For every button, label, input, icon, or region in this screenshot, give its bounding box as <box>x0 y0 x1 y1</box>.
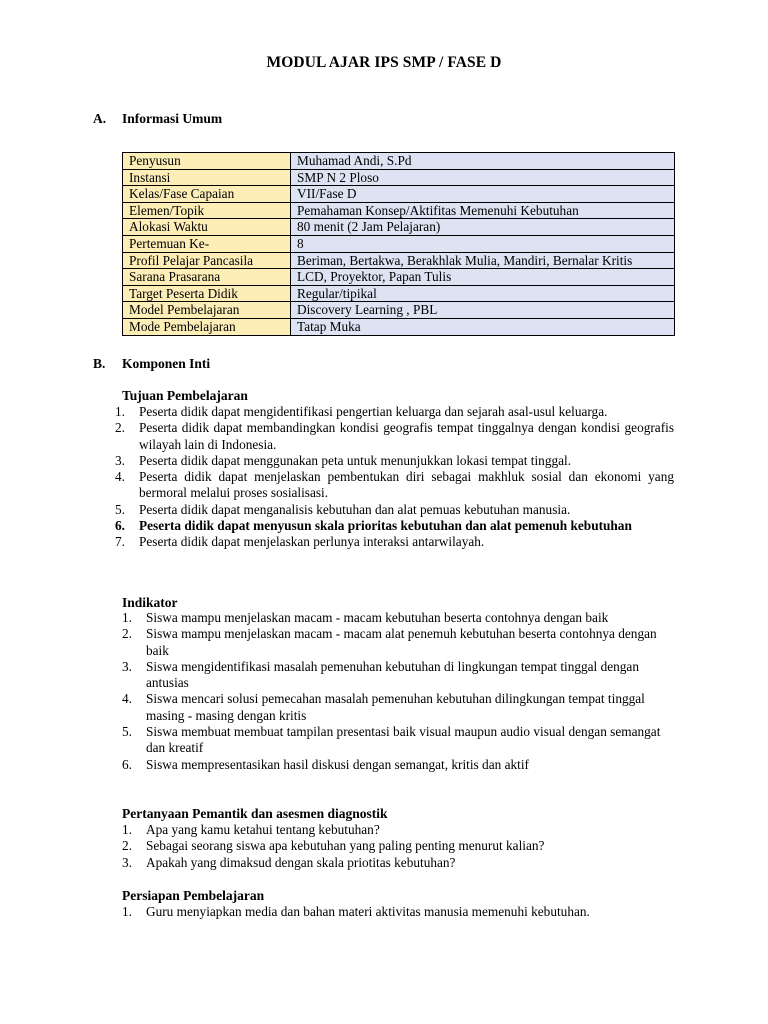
info-value-cell: VII/Fase D <box>291 186 675 203</box>
info-row <box>123 302 675 319</box>
question-item <box>122 838 674 854</box>
list-number: 6. <box>122 756 132 772</box>
indicator-item <box>122 756 674 773</box>
preparation-heading: Persiapan Pembelajaran <box>122 888 265 903</box>
list-text: Siswa mampu menjelaskan macam - macam alat penemuh kebutuhan beserta contohnya dengan baik <box>146 626 657 658</box>
list-number: 3. <box>115 452 125 468</box>
list-number: 6. <box>115 518 125 534</box>
list-number: 5. <box>122 724 132 740</box>
indicator-item <box>122 610 674 626</box>
list-text: Apakah yang dimaksud dengan skala priotitas kebutuhan? <box>146 854 456 870</box>
section-b-heading <box>93 356 393 374</box>
list-text: Peserta didik dapat menjelaskan pembentukan diri sebagai makhluk sosial dan ekonomi yang bermoral melalui proses sosialisasi. <box>139 469 674 501</box>
info-row <box>123 318 675 335</box>
general-info-table <box>122 152 675 336</box>
objectives-list <box>115 404 674 551</box>
list-text: Siswa mencari solusi pemecahan masalah pemenuhan kebutuhan dilingkungan tempat tinggal masing - masing dengan kritis <box>146 691 645 723</box>
question-item <box>122 854 674 871</box>
objective-item <box>115 469 674 502</box>
info-row <box>123 235 675 252</box>
list-text: Peserta didik dapat membandingkan kondisi geografis tempat tinggalnya dengan kondisi geografis wilayah lain di Indonesia. <box>139 420 674 452</box>
objective-item <box>115 404 674 420</box>
list-text: Siswa mengidentifikasi masalah pemenuhan kebutuhan di lingkungan tempat tinggal dengan antusias <box>146 658 639 691</box>
list-number: 3. <box>122 658 132 674</box>
section-b-letter: B. <box>93 356 106 371</box>
list-number: 7. <box>115 534 125 550</box>
info-value-cell: Regular/tipikal <box>291 285 675 302</box>
info-key-cell: Alokasi Waktu <box>123 219 291 236</box>
info-key-cell: Model Pembelajaran <box>123 302 291 319</box>
list-text: Siswa mempresentasikan hasil diskusi dengan semangat, kritis dan aktif <box>146 756 529 772</box>
info-key-cell: Instansi <box>123 169 291 186</box>
info-key-cell: Elemen/Topik <box>123 202 291 219</box>
info-value-cell: Pemahaman Konsep/Aktifitas Memenuhi Kebutuhan <box>291 202 675 219</box>
info-key-cell: Sarana Prasarana <box>123 269 291 286</box>
info-row <box>123 269 675 286</box>
info-value-cell: Beriman, Bertakwa, Berakhlak Mulia, Mandiri, Bernalar Kritis <box>291 252 675 269</box>
list-text: Peserta didik dapat menyusun skala prioritas kebutuhan dan alat pemenuh kebutuhan <box>139 518 632 534</box>
questions-list <box>122 822 674 871</box>
info-value-cell: Muhamad Andi, S.Pd <box>291 153 675 170</box>
list-number: 1. <box>122 610 132 625</box>
info-key-cell: Mode Pembelajaran <box>123 318 291 335</box>
section-b-title: Komponen Inti <box>122 356 211 371</box>
list-number: 4. <box>122 691 132 707</box>
question-item <box>122 822 674 838</box>
list-number: 2. <box>122 626 132 642</box>
list-text: Siswa mampu menjelaskan macam - macam kebutuhan beserta contohnya dengan baik <box>146 610 609 625</box>
indicators-heading: Indikator <box>122 595 178 610</box>
objective-item <box>115 452 674 469</box>
list-number: 4. <box>115 469 125 485</box>
indicator-item <box>122 724 674 757</box>
info-key-cell: Target Peserta Didik <box>123 285 291 302</box>
list-number: 2. <box>122 838 132 854</box>
indicator-item <box>122 691 674 724</box>
list-text: Peserta didik dapat menjelaskan perlunya interaksi antarwilayah. <box>139 534 485 550</box>
preparation-item <box>122 904 674 920</box>
section-a-letter: A. <box>93 111 107 126</box>
objective-item <box>115 534 674 550</box>
preparation-list <box>122 904 674 920</box>
info-row <box>123 169 675 186</box>
list-text: Peserta didik dapat mengidentifikasi pengertian keluarga dan sejarah asal-usul keluarga. <box>139 404 608 419</box>
list-number: 1. <box>122 822 132 837</box>
objectives-heading: Tujuan Pembelajaran <box>122 388 248 403</box>
document-title: MODUL AJAR IPS SMP / FASE D <box>266 54 502 71</box>
list-number: 1. <box>122 904 132 919</box>
objective-item <box>115 501 674 518</box>
info-value-cell: 80 menit (2 Jam Pelajaran) <box>291 219 675 236</box>
info-row <box>123 219 675 236</box>
info-key-cell: Penyusun <box>123 153 291 170</box>
indicator-item <box>122 626 674 659</box>
info-row <box>123 252 675 269</box>
list-text: Sebagai seorang siswa apa kebutuhan yang paling penting menurut kalian? <box>146 838 545 854</box>
list-number: 2. <box>115 420 125 436</box>
info-value-cell: LCD, Proyektor, Papan Tulis <box>291 269 675 286</box>
info-value-cell: SMP N 2 Ploso <box>291 169 675 186</box>
info-value-cell: 8 <box>291 235 675 252</box>
questions-heading: Pertanyaan Pemantik dan asesmen diagnostik <box>122 806 388 821</box>
list-number: 3. <box>122 854 132 870</box>
objective-item <box>115 420 674 453</box>
list-text: Peserta didik dapat menganalisis kebutuhan dan alat pemuas kebutuhan manusia. <box>139 501 571 517</box>
info-key-cell: Kelas/Fase Capaian <box>123 186 291 203</box>
list-text: Peserta didik dapat menggunakan peta untuk menunjukkan lokasi tempat tinggal. <box>139 452 572 468</box>
indicators-list <box>122 610 674 773</box>
info-key-cell: Profil Pelajar Pancasila <box>123 252 291 269</box>
info-row <box>123 186 675 203</box>
info-key-cell: Pertemuan Ke- <box>123 235 291 252</box>
list-number: 5. <box>115 501 125 517</box>
info-row <box>123 202 675 219</box>
list-text: Apa yang kamu ketahui tentang kebutuhan? <box>146 822 380 837</box>
info-row <box>123 153 675 170</box>
list-text: Guru menyiapkan media dan bahan materi aktivitas manusia memenuhi kebutuhan. <box>146 904 590 919</box>
section-a-heading <box>93 111 393 129</box>
list-text: Siswa membuat membuat tampilan presentasi baik visual maupun audio visual dengan semangat dan kreatif <box>146 724 661 756</box>
objective-item <box>115 518 674 534</box>
indicator-item <box>122 658 674 692</box>
info-value-cell: Tatap Muka <box>291 318 675 335</box>
list-number: 1. <box>115 404 125 419</box>
info-value-cell: Discovery Learning , PBL <box>291 302 675 319</box>
section-a-title: Informasi Umum <box>122 111 223 126</box>
info-row <box>123 285 675 302</box>
